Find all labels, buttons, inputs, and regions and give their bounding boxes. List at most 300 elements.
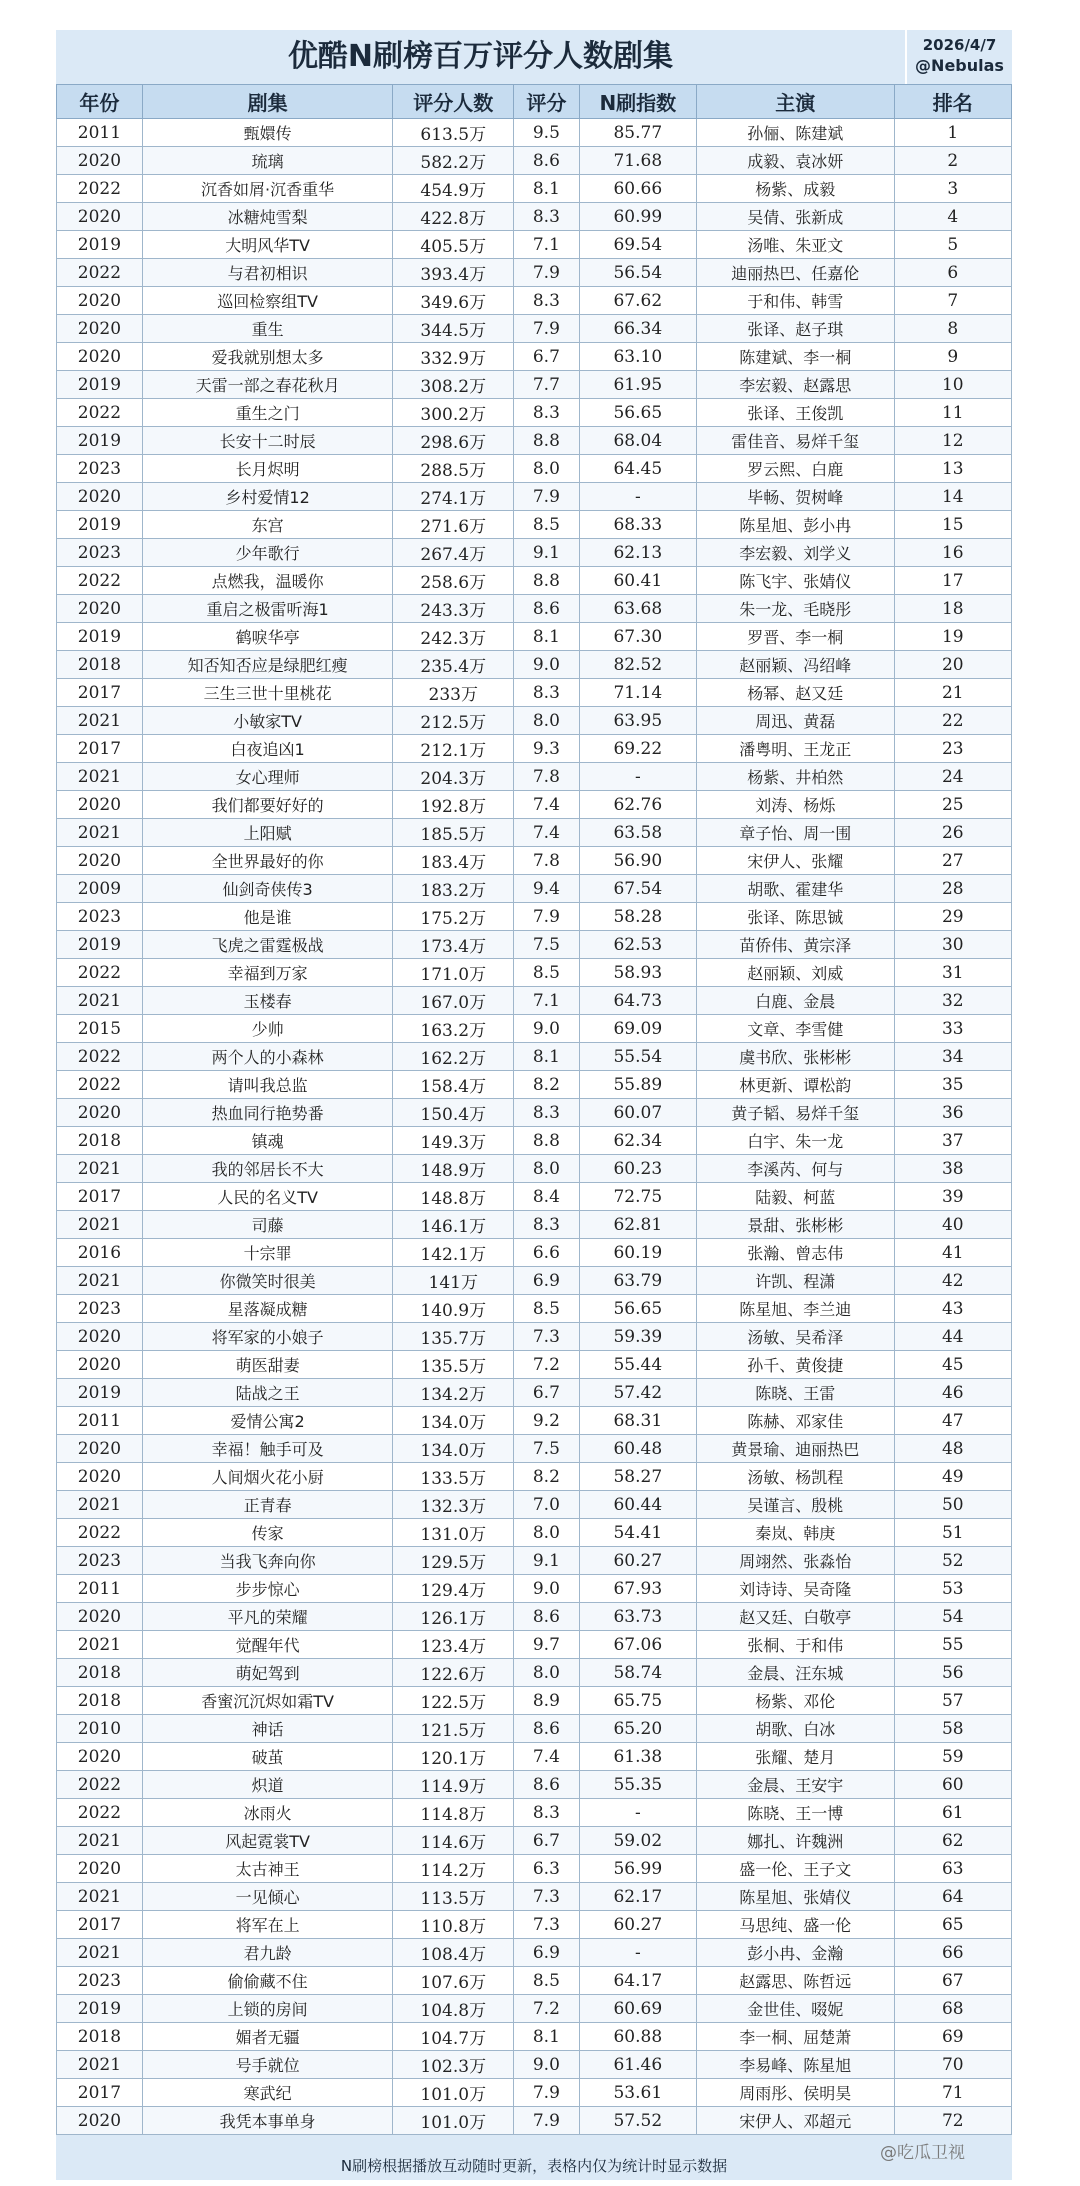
cell-n-index: 62.17 xyxy=(579,1883,696,1911)
column-header-score: 评分 xyxy=(514,85,579,119)
cell-year: 2020 xyxy=(57,203,143,231)
cell-n-index: 56.65 xyxy=(579,1295,696,1323)
cell-year: 2022 xyxy=(57,259,143,287)
cell-title: 我的邻居长不大 xyxy=(142,1155,393,1183)
cell-rating-count: 405.5万 xyxy=(393,231,514,259)
table-row xyxy=(57,175,1012,203)
cell-year: 2011 xyxy=(57,1575,143,1603)
cell-rank: 50 xyxy=(894,1491,1011,1519)
cell-score: 6.9 xyxy=(514,1939,579,1967)
cell-n-index: 67.93 xyxy=(579,1575,696,1603)
cell-rank: 45 xyxy=(894,1351,1011,1379)
cell-title: 请叫我总监 xyxy=(142,1071,393,1099)
table-row xyxy=(57,2023,1012,2051)
cell-title: 正青春 xyxy=(142,1491,393,1519)
cell-cast: 陈飞宇、张婧仪 xyxy=(697,567,895,595)
cell-year: 2018 xyxy=(57,1127,143,1155)
cell-rating-count: 308.2万 xyxy=(393,371,514,399)
cell-cast: 李一桐、屈楚萧 xyxy=(697,2023,895,2051)
cell-score: 8.8 xyxy=(514,1127,579,1155)
cell-rank: 62 xyxy=(894,1827,1011,1855)
cell-cast: 胡歌、霍建华 xyxy=(697,875,895,903)
cell-rank: 34 xyxy=(894,1043,1011,1071)
cell-n-index: 56.54 xyxy=(579,259,696,287)
cell-rating-count: 104.8万 xyxy=(393,1995,514,2023)
cell-rating-count: 173.4万 xyxy=(393,931,514,959)
cell-rating-count: 271.6万 xyxy=(393,511,514,539)
cell-year: 2016 xyxy=(57,1239,143,1267)
cell-rating-count: 242.3万 xyxy=(393,623,514,651)
cell-title: 破茧 xyxy=(142,1743,393,1771)
cell-rating-count: 135.5万 xyxy=(393,1351,514,1379)
cell-score: 8.1 xyxy=(514,623,579,651)
cell-title: 全世界最好的你 xyxy=(142,847,393,875)
cell-rating-count: 349.6万 xyxy=(393,287,514,315)
cell-rank: 19 xyxy=(894,623,1011,651)
cell-rank: 53 xyxy=(894,1575,1011,1603)
cell-rank: 42 xyxy=(894,1267,1011,1295)
cell-year: 2017 xyxy=(57,1911,143,1939)
cell-rank: 60 xyxy=(894,1771,1011,1799)
cell-rating-count: 298.6万 xyxy=(393,427,514,455)
cell-n-index: 64.17 xyxy=(579,1967,696,1995)
table-row xyxy=(57,1323,1012,1351)
table-row xyxy=(57,623,1012,651)
table-row xyxy=(57,651,1012,679)
cell-score: 7.5 xyxy=(514,931,579,959)
cell-title: 重生 xyxy=(142,315,393,343)
cell-rank: 59 xyxy=(894,1743,1011,1771)
cell-score: 6.9 xyxy=(514,1267,579,1295)
cell-title: 长月烬明 xyxy=(142,455,393,483)
cell-score: 8.0 xyxy=(514,1155,579,1183)
cell-cast: 金晨、汪东城 xyxy=(697,1659,895,1687)
table-row xyxy=(57,847,1012,875)
cell-cast: 杨紫、成毅 xyxy=(697,175,895,203)
table-row xyxy=(57,315,1012,343)
cell-year: 2023 xyxy=(57,539,143,567)
cell-score: 7.4 xyxy=(514,791,579,819)
cell-cast: 陈赫、邓家佳 xyxy=(697,1407,895,1435)
cell-rating-count: 113.5万 xyxy=(393,1883,514,1911)
table-row xyxy=(57,987,1012,1015)
cell-title: 大明风华TV xyxy=(142,231,393,259)
cell-title: 爱我就别想太多 xyxy=(142,343,393,371)
cell-year: 2020 xyxy=(57,1351,143,1379)
cell-cast: 金世佳、啜妮 xyxy=(697,1995,895,2023)
cell-rating-count: 140.9万 xyxy=(393,1295,514,1323)
cell-year: 2021 xyxy=(57,1267,143,1295)
cell-rating-count: 300.2万 xyxy=(393,399,514,427)
table-row xyxy=(57,1211,1012,1239)
cell-n-index: 61.38 xyxy=(579,1743,696,1771)
cell-title: 幸福！触手可及 xyxy=(142,1435,393,1463)
cell-title: 沉香如屑·沉香重华 xyxy=(142,175,393,203)
cell-year: 2020 xyxy=(57,595,143,623)
table-row xyxy=(57,1799,1012,1827)
cell-year: 2020 xyxy=(57,483,143,511)
cell-score: 6.7 xyxy=(514,1379,579,1407)
cell-rank: 14 xyxy=(894,483,1011,511)
cell-rating-count: 142.1万 xyxy=(393,1239,514,1267)
cell-n-index: 64.73 xyxy=(579,987,696,1015)
column-header-year: 年份 xyxy=(57,85,143,119)
cell-score: 6.3 xyxy=(514,1855,579,1883)
table-row xyxy=(57,371,1012,399)
cell-n-index: 60.07 xyxy=(579,1099,696,1127)
cell-title: 当我飞奔向你 xyxy=(142,1547,393,1575)
cell-cast: 苗侨伟、黄宗泽 xyxy=(697,931,895,959)
table-row xyxy=(57,1967,1012,1995)
column-header-rank: 排名 xyxy=(894,85,1011,119)
cell-score: 8.3 xyxy=(514,679,579,707)
cell-cast: 黄子韬、易烊千玺 xyxy=(697,1099,895,1127)
cell-rating-count: 393.4万 xyxy=(393,259,514,287)
cell-cast: 陈星旭、张婧仪 xyxy=(697,1883,895,1911)
cell-n-index: 58.28 xyxy=(579,903,696,931)
cell-cast: 朱一龙、毛晓彤 xyxy=(697,595,895,623)
cell-rating-count: 162.2万 xyxy=(393,1043,514,1071)
cell-cast: 陈星旭、彭小冉 xyxy=(697,511,895,539)
cell-year: 2020 xyxy=(57,1855,143,1883)
cell-n-index: 56.65 xyxy=(579,399,696,427)
cell-rank: 54 xyxy=(894,1603,1011,1631)
cell-year: 2020 xyxy=(57,791,143,819)
cell-rating-count: 108.4万 xyxy=(393,1939,514,1967)
cell-cast: 章子怡、周一围 xyxy=(697,819,895,847)
cell-year: 2022 xyxy=(57,1043,143,1071)
cell-n-index: 63.73 xyxy=(579,1603,696,1631)
cell-title: 三生三世十里桃花 xyxy=(142,679,393,707)
cell-title: 热血同行艳势番 xyxy=(142,1099,393,1127)
cell-rank: 5 xyxy=(894,231,1011,259)
cell-score: 9.5 xyxy=(514,119,579,147)
cell-rank: 38 xyxy=(894,1155,1011,1183)
cell-score: 9.1 xyxy=(514,1547,579,1575)
cell-n-index: 60.88 xyxy=(579,2023,696,2051)
cell-rating-count: 192.8万 xyxy=(393,791,514,819)
cell-title: 天雷一部之春花秋月 xyxy=(142,371,393,399)
cell-title: 玉楼春 xyxy=(142,987,393,1015)
cell-rating-count: 141万 xyxy=(393,1267,514,1295)
cell-cast: 李宏毅、刘学义 xyxy=(697,539,895,567)
cell-score: 8.2 xyxy=(514,1071,579,1099)
cell-rank: 13 xyxy=(894,455,1011,483)
cell-cast: 刘诗诗、吴奇隆 xyxy=(697,1575,895,1603)
column-header-cast: 主演 xyxy=(697,85,895,119)
cell-title: 仙剑奇侠传3 xyxy=(142,875,393,903)
table-row xyxy=(57,203,1012,231)
cell-title: 两个人的小森林 xyxy=(142,1043,393,1071)
cell-n-index: 62.53 xyxy=(579,931,696,959)
cell-score: 8.3 xyxy=(514,1211,579,1239)
cell-year: 2020 xyxy=(57,147,143,175)
cell-title: 与君初相识 xyxy=(142,259,393,287)
cell-title: 神话 xyxy=(142,1715,393,1743)
cell-score: 7.9 xyxy=(514,2079,579,2107)
cell-rating-count: 146.1万 xyxy=(393,1211,514,1239)
ranking-sheet xyxy=(56,30,1012,2180)
cell-title: 将军家的小娘子 xyxy=(142,1323,393,1351)
cell-cast: 汤敏、吴希泽 xyxy=(697,1323,895,1351)
cell-score: 8.5 xyxy=(514,511,579,539)
cell-score: 8.0 xyxy=(514,707,579,735)
cell-n-index: 55.35 xyxy=(579,1771,696,1799)
cell-title: 将军在上 xyxy=(142,1911,393,1939)
table-row xyxy=(57,707,1012,735)
cell-title: 点燃我，温暖你 xyxy=(142,567,393,595)
cell-cast: 毕畅、贺树峰 xyxy=(697,483,895,511)
cell-rating-count: 185.5万 xyxy=(393,819,514,847)
cell-score: 8.8 xyxy=(514,567,579,595)
cell-rating-count: 613.5万 xyxy=(393,119,514,147)
cell-n-index: 67.62 xyxy=(579,287,696,315)
cell-score: 8.1 xyxy=(514,175,579,203)
cell-cast: 刘涛、杨烁 xyxy=(697,791,895,819)
cell-rank: 27 xyxy=(894,847,1011,875)
cell-cast: 迪丽热巴、任嘉伦 xyxy=(697,259,895,287)
table-row xyxy=(57,1407,1012,1435)
cell-rank: 49 xyxy=(894,1463,1011,1491)
cell-title: 人民的名义TV xyxy=(142,1183,393,1211)
cell-year: 2019 xyxy=(57,371,143,399)
table-row xyxy=(57,735,1012,763)
cell-rating-count: 183.4万 xyxy=(393,847,514,875)
cell-rank: 17 xyxy=(894,567,1011,595)
cell-n-index: 64.45 xyxy=(579,455,696,483)
cell-rank: 22 xyxy=(894,707,1011,735)
table-row xyxy=(57,595,1012,623)
cell-title: 飞虎之雷霆极战 xyxy=(142,931,393,959)
cell-title: 星落凝成糖 xyxy=(142,1295,393,1323)
cell-cast: 彭小冉、金瀚 xyxy=(697,1939,895,1967)
cell-n-index: 68.31 xyxy=(579,1407,696,1435)
cell-n-index: 63.95 xyxy=(579,707,696,735)
cell-n-index: 85.77 xyxy=(579,119,696,147)
cell-rank: 7 xyxy=(894,287,1011,315)
cell-rank: 61 xyxy=(894,1799,1011,1827)
cell-score: 8.6 xyxy=(514,1603,579,1631)
cell-rank: 33 xyxy=(894,1015,1011,1043)
cell-title: 爱情公寓2 xyxy=(142,1407,393,1435)
cell-year: 2015 xyxy=(57,1015,143,1043)
cell-cast: 白鹿、金晨 xyxy=(697,987,895,1015)
cell-cast: 赵又廷、白敬亭 xyxy=(697,1603,895,1631)
cell-score: 8.8 xyxy=(514,427,579,455)
cell-title: 步步惊心 xyxy=(142,1575,393,1603)
cell-score: 8.5 xyxy=(514,1967,579,1995)
cell-cast: 吴倩、张新成 xyxy=(697,203,895,231)
cell-score: 8.5 xyxy=(514,1295,579,1323)
cell-cast: 陈晓、王一博 xyxy=(697,1799,895,1827)
cell-n-index: 68.04 xyxy=(579,427,696,455)
cell-n-index: - xyxy=(579,1799,696,1827)
cell-rank: 46 xyxy=(894,1379,1011,1407)
cell-year: 2020 xyxy=(57,2107,143,2135)
cell-n-index: 62.13 xyxy=(579,539,696,567)
cell-cast: 汤唯、朱亚文 xyxy=(697,231,895,259)
cell-year: 2021 xyxy=(57,1883,143,1911)
cell-rating-count: 233万 xyxy=(393,679,514,707)
cell-title: 小敏家TV xyxy=(142,707,393,735)
cell-cast: 周翊然、张淼怡 xyxy=(697,1547,895,1575)
cell-cast: 许凯、程潇 xyxy=(697,1267,895,1295)
cell-n-index: 59.02 xyxy=(579,1827,696,1855)
cell-cast: 文章、李雪健 xyxy=(697,1015,895,1043)
table-row xyxy=(57,1547,1012,1575)
cell-n-index: 67.30 xyxy=(579,623,696,651)
cell-n-index: 57.52 xyxy=(579,2107,696,2135)
cell-rating-count: 114.9万 xyxy=(393,1771,514,1799)
cell-rank: 58 xyxy=(894,1715,1011,1743)
cell-cast: 景甜、张彬彬 xyxy=(697,1211,895,1239)
cell-n-index: 60.66 xyxy=(579,175,696,203)
cell-rank: 23 xyxy=(894,735,1011,763)
cell-cast: 娜扎、许魏洲 xyxy=(697,1827,895,1855)
table-row xyxy=(57,1491,1012,1519)
cell-score: 7.2 xyxy=(514,1351,579,1379)
cell-rank: 41 xyxy=(894,1239,1011,1267)
cell-cast: 成毅、袁冰妍 xyxy=(697,147,895,175)
cell-title: 琉璃 xyxy=(142,147,393,175)
cell-n-index: 69.09 xyxy=(579,1015,696,1043)
cell-year: 2022 xyxy=(57,1071,143,1099)
cell-score: 7.8 xyxy=(514,847,579,875)
cell-n-index: - xyxy=(579,483,696,511)
cell-title: 我凭本事单身 xyxy=(142,2107,393,2135)
cell-rank: 16 xyxy=(894,539,1011,567)
cell-cast: 杨紫、井柏然 xyxy=(697,763,895,791)
cell-rank: 52 xyxy=(894,1547,1011,1575)
cell-title: 知否知否应是绿肥红瘦 xyxy=(142,651,393,679)
cell-title: 白夜追凶1 xyxy=(142,735,393,763)
cell-rank: 31 xyxy=(894,959,1011,987)
cell-rating-count: 123.4万 xyxy=(393,1631,514,1659)
cell-rating-count: 107.6万 xyxy=(393,1967,514,1995)
cell-score: 7.3 xyxy=(514,1911,579,1939)
cell-score: 6.6 xyxy=(514,1239,579,1267)
cell-cast: 周迅、黄磊 xyxy=(697,707,895,735)
cell-score: 8.3 xyxy=(514,203,579,231)
cell-rank: 21 xyxy=(894,679,1011,707)
cell-rating-count: 167.0万 xyxy=(393,987,514,1015)
cell-rating-count: 288.5万 xyxy=(393,455,514,483)
cell-title: 一见倾心 xyxy=(142,1883,393,1911)
cell-year: 2018 xyxy=(57,1687,143,1715)
cell-score: 8.6 xyxy=(514,147,579,175)
cell-title: 上锁的房间 xyxy=(142,1995,393,2023)
cell-cast: 赵丽颖、冯绍峰 xyxy=(697,651,895,679)
table-row xyxy=(57,287,1012,315)
cell-score: 9.4 xyxy=(514,875,579,903)
cell-rating-count: 134.0万 xyxy=(393,1435,514,1463)
cell-year: 2020 xyxy=(57,847,143,875)
cell-n-index: 72.75 xyxy=(579,1183,696,1211)
table-row xyxy=(57,399,1012,427)
cell-title: 甄嬛传 xyxy=(142,119,393,147)
cell-rating-count: 129.4万 xyxy=(393,1575,514,1603)
table-row xyxy=(57,1631,1012,1659)
cell-year: 2021 xyxy=(57,1939,143,1967)
cell-rating-count: 134.0万 xyxy=(393,1407,514,1435)
cell-n-index: 68.33 xyxy=(579,511,696,539)
cell-rank: 68 xyxy=(894,1995,1011,2023)
cell-cast: 赵露思、陈哲远 xyxy=(697,1967,895,1995)
cell-rank: 72 xyxy=(894,2107,1011,2135)
cell-year: 2017 xyxy=(57,679,143,707)
cell-n-index: 61.46 xyxy=(579,2051,696,2079)
table-row xyxy=(57,427,1012,455)
cell-title: 巡回检察组TV xyxy=(142,287,393,315)
cell-year: 2022 xyxy=(57,399,143,427)
cell-title: 寒武纪 xyxy=(142,2079,393,2107)
cell-rank: 37 xyxy=(894,1127,1011,1155)
cell-title: 炽道 xyxy=(142,1771,393,1799)
cell-cast: 李溪芮、何与 xyxy=(697,1155,895,1183)
cell-cast: 陈星旭、李兰迪 xyxy=(697,1295,895,1323)
cell-year: 2020 xyxy=(57,287,143,315)
cell-n-index: 60.48 xyxy=(579,1435,696,1463)
cell-rank: 70 xyxy=(894,2051,1011,2079)
cell-score: 7.3 xyxy=(514,1883,579,1911)
cell-year: 2017 xyxy=(57,735,143,763)
author-handle: @Nebulas xyxy=(915,56,1004,75)
table-row xyxy=(57,1715,1012,1743)
cell-cast: 宋伊人、张耀 xyxy=(697,847,895,875)
cell-score: 7.9 xyxy=(514,2107,579,2135)
cell-year: 2019 xyxy=(57,931,143,959)
table-row xyxy=(57,1015,1012,1043)
cell-n-index: 58.74 xyxy=(579,1659,696,1687)
cell-rating-count: 120.1万 xyxy=(393,1743,514,1771)
cell-rank: 26 xyxy=(894,819,1011,847)
cell-year: 2020 xyxy=(57,1743,143,1771)
cell-n-index: 53.61 xyxy=(579,2079,696,2107)
cell-rank: 43 xyxy=(894,1295,1011,1323)
table-row xyxy=(57,483,1012,511)
cell-n-index: 62.81 xyxy=(579,1211,696,1239)
cell-year: 2023 xyxy=(57,1967,143,1995)
cell-cast: 金晨、王安宇 xyxy=(697,1771,895,1799)
cell-rating-count: 114.8万 xyxy=(393,1799,514,1827)
cell-rating-count: 150.4万 xyxy=(393,1099,514,1127)
cell-cast: 张译、王俊凯 xyxy=(697,399,895,427)
table-row xyxy=(57,1043,1012,1071)
cell-rating-count: 422.8万 xyxy=(393,203,514,231)
table-row xyxy=(57,1743,1012,1771)
table-row xyxy=(57,567,1012,595)
cell-rating-count: 258.6万 xyxy=(393,567,514,595)
cell-score: 7.1 xyxy=(514,231,579,259)
cell-score: 8.3 xyxy=(514,1799,579,1827)
cell-score: 7.0 xyxy=(514,1491,579,1519)
cell-cast: 张桐、于和伟 xyxy=(697,1631,895,1659)
cell-cast: 杨紫、邓伦 xyxy=(697,1687,895,1715)
cell-title: 女心理师 xyxy=(142,763,393,791)
cell-title: 你微笑时很美 xyxy=(142,1267,393,1295)
table-row xyxy=(57,343,1012,371)
cell-cast: 罗晋、李一桐 xyxy=(697,623,895,651)
cell-score: 8.3 xyxy=(514,287,579,315)
cell-rank: 8 xyxy=(894,315,1011,343)
cell-n-index: 71.14 xyxy=(579,679,696,707)
cell-n-index: 65.75 xyxy=(579,1687,696,1715)
cell-score: 9.1 xyxy=(514,539,579,567)
table-row xyxy=(57,511,1012,539)
cell-n-index: 63.79 xyxy=(579,1267,696,1295)
cell-n-index: 62.76 xyxy=(579,791,696,819)
cell-title: 冰糖炖雪梨 xyxy=(142,203,393,231)
